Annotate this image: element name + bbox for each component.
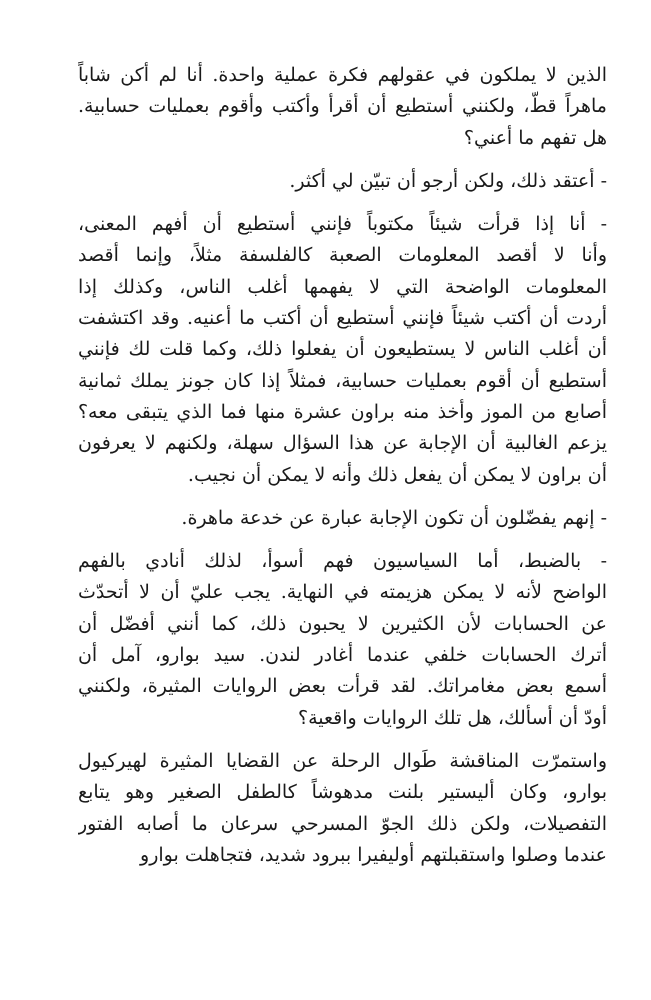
text-line: أستطيع أن أقوم بعمليات حسابية، فمثلاً إذا كان جونز يملك ثمانية (78, 369, 607, 392)
paragraph-gap (78, 734, 607, 746)
text-line: واستمرّت المناقشة طَوال الرحلة عن القضايا المثيرة لهيركيول (78, 749, 607, 772)
text-line: - أعتقد ذلك، ولكن أرجو أن تبيّن لي أكثر. (289, 169, 607, 192)
text-line: يزعم الغالبية أن الإجابة عن هذا السؤال سهلة، ولكنهم لا يعرفون (78, 432, 607, 455)
book-page (78, 60, 607, 871)
text-line: وأنا لا أقصد المعلومات الصعبة كالفلسفة مثلاً، وإنما أقصد (78, 244, 607, 267)
text-line: الواضح لأنه لا يمكن هزيمته في النهاية. يجب عليّ أن لا أتحدّث (78, 581, 607, 604)
text-line: التفصيلات، ولكن ذلك الجوّ المسرحي سرعان ما أصابه الفتور (78, 812, 607, 835)
paragraph-gap (78, 197, 607, 209)
text-line: هل تفهم ما أعني؟ (463, 126, 607, 149)
text-line: أن أغلب الناس لا يستطيعون أن يفعلوا ذلك، وكما قلت لك فإنني (78, 338, 607, 361)
text-line: - إنهم يفضّلون أن تكون الإجابة عبارة عن خدعة ماهرة. (181, 506, 607, 529)
text-line: أسمع بعض مغامراتك. لقد قرأت بعض الروايات المثيرة، ولكنني (78, 675, 607, 698)
paragraph-gap (78, 491, 607, 503)
paragraph-gap (78, 154, 607, 166)
text-line: أصابع من الموز وأخذ منه براون عشرة منها فما الذي يتبقى معه؟ (78, 400, 607, 423)
paragraph-4 (78, 503, 607, 534)
text-line: أترك الحسابات خلفي عندما أغادر لندن. سيد بوارو، آمل أن (78, 644, 607, 667)
text-line: ماهراً قطّ، ولكنني أستطيع أن أقرأ وأكتب وأقوم بعمليات حسابية. (78, 95, 607, 118)
text-line: بوارو، وكان أليستير بلنت مدهوشاً كالطفل الصغير وهو يتابع (78, 781, 607, 804)
paragraph-5 (78, 546, 607, 734)
paragraph-3 (78, 209, 607, 491)
text-line: أودّ أن أسألك، هل تلك الروايات واقعية؟ (298, 706, 607, 729)
text-line: المعلومات الواضحة التي لا يفهمها أغلب الناس، وكذلك إذا (78, 275, 607, 298)
text-line: عن الحسابات لأن الكثيرين لا يحبون ذلك، كما أنني أفضّل أن (78, 612, 607, 635)
paragraph-6 (78, 746, 607, 871)
paragraph-1 (78, 60, 607, 154)
paragraph-2 (78, 166, 607, 197)
text-line: - أنا إذا قرأت شيئاً مكتوباً فإنني أستطيع أن أفهم المعنى، (78, 213, 607, 236)
paragraph-gap (78, 534, 607, 546)
text-line: - بالضبط، أما السياسيون فهم أسوأ، لذلك أنادي بالفهم (78, 550, 607, 573)
text-line: عندما وصلوا واستقبلتهم أوليفيرا ببرود شديد، فتجاهلت بوارو (140, 843, 607, 866)
text-line: الذين لا يملكون في عقولهم فكرة عملية واحدة. أنا لم أكن شاباً (78, 64, 607, 86)
text-line: أردت أن أكتب شيئاً فإنني أستطيع أن أكتب ما أعنيه. وقد اكتشفت (78, 307, 607, 330)
text-line: أن براون لا يمكن أن يفعل ذلك وأنه لا يمكن أن نجيب. (187, 463, 607, 486)
